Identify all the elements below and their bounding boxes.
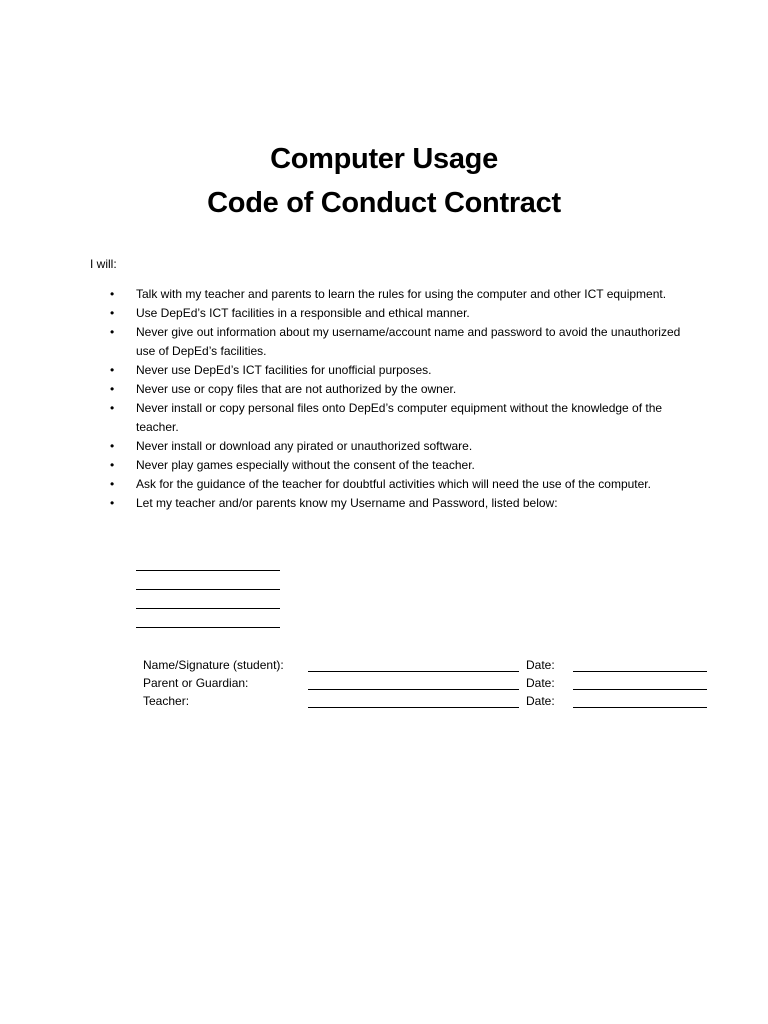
- rule-item: [110, 456, 695, 475]
- signature-line[interactable]: [308, 671, 519, 672]
- date-label: Date:: [526, 658, 555, 672]
- signature-row-parent: [143, 675, 713, 693]
- rule-text: Use DepEd’s ICT facilities in a responsible and ethical manner.: [136, 306, 470, 320]
- rule-item: [110, 494, 695, 513]
- rule-item: [110, 475, 695, 494]
- bullet-icon: •: [110, 382, 115, 396]
- title-line-2: Code of Conduct Contract: [207, 187, 561, 219]
- date-line[interactable]: [573, 707, 707, 708]
- date-label: Date:: [526, 694, 555, 708]
- rules-list: [110, 285, 695, 513]
- signature-label: Parent or Guardian:: [143, 676, 249, 690]
- rule-text: Never play games especially without the consent of the teacher.: [136, 458, 475, 472]
- title-line-1: Computer Usage: [270, 143, 498, 175]
- signature-label: Teacher:: [143, 694, 190, 708]
- rule-text: Talk with my teacher and parents to learn the rules for using the computer and other ICT equipment.: [136, 287, 667, 301]
- bullet-icon: •: [110, 401, 115, 415]
- rule-item: [110, 380, 695, 399]
- signature-label: Name/Signature (student):: [143, 658, 284, 672]
- date-line[interactable]: [573, 671, 707, 672]
- rule-text: Ask for the guidance of the teacher for doubtful activities which will need the use of the computer.: [136, 477, 651, 491]
- intro-text: I will:: [90, 257, 117, 271]
- credential-blank-lines: [136, 570, 280, 646]
- bullet-icon: •: [110, 306, 115, 320]
- rule-item: [110, 285, 695, 304]
- rule-text: Never use or copy files that are not authorized by the owner.: [136, 382, 457, 396]
- signature-line[interactable]: [308, 689, 519, 690]
- rule-item: [110, 437, 695, 456]
- bullet-icon: •: [110, 477, 115, 491]
- bullet-icon: •: [110, 496, 115, 510]
- bullet-icon: •: [110, 363, 115, 377]
- rule-item: [110, 399, 695, 437]
- bullet-icon: •: [110, 325, 115, 339]
- rule-text: Never use DepEd’s ICT facilities for unofficial purposes.: [136, 363, 432, 377]
- blank-line[interactable]: [136, 589, 280, 590]
- blank-line[interactable]: [136, 570, 280, 571]
- rule-item: [110, 323, 695, 361]
- rule-text: Never give out information about my username/account name and password to avoid the unauthorized use of DepEd’s facilities.: [136, 325, 681, 358]
- signature-row-student: [143, 657, 713, 675]
- rule-item: [110, 304, 695, 323]
- bullet-icon: •: [110, 287, 115, 301]
- signature-block: [143, 657, 713, 711]
- date-label: Date:: [526, 676, 555, 690]
- rule-text: Never install or download any pirated or unauthorized software.: [136, 439, 473, 453]
- date-line[interactable]: [573, 689, 707, 690]
- blank-line[interactable]: [136, 627, 280, 628]
- rule-item: [110, 361, 695, 380]
- signature-row-teacher: [143, 693, 713, 711]
- bullet-icon: •: [110, 458, 115, 472]
- rule-text: Never install or copy personal files onto DepEd’s computer equipment without the knowledge of the teacher.: [136, 401, 663, 434]
- bullet-icon: •: [110, 439, 115, 453]
- signature-line[interactable]: [308, 707, 519, 708]
- blank-line[interactable]: [136, 608, 280, 609]
- rule-text: Let my teacher and/or parents know my Username and Password, listed below:: [136, 496, 558, 510]
